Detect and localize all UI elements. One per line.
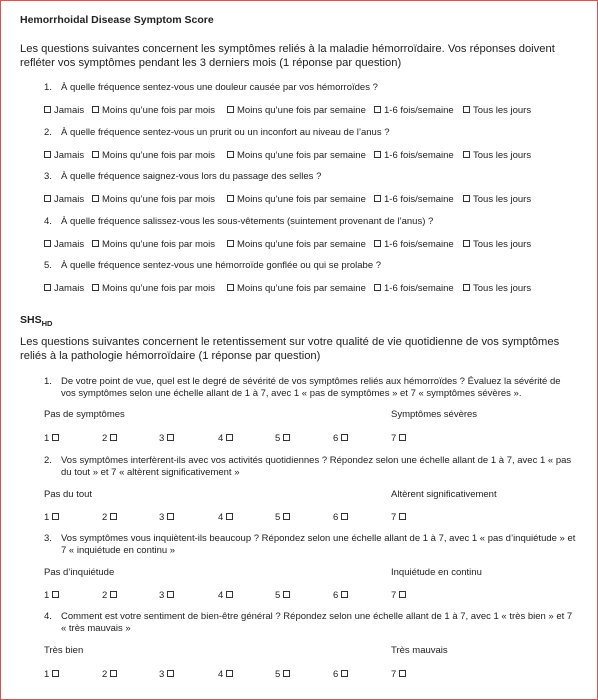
checkbox-icon[interactable]	[226, 434, 233, 441]
checkbox-icon[interactable]	[463, 284, 470, 291]
checkbox-icon[interactable]	[227, 195, 234, 202]
option-label: Tous les jours	[473, 150, 532, 161]
rating-value: 6	[333, 669, 339, 680]
frequency-option[interactable]	[374, 283, 454, 294]
checkbox-icon[interactable]	[92, 240, 99, 247]
checkbox-icon[interactable]	[44, 284, 51, 291]
frequency-question	[44, 171, 321, 182]
rating-value: 7	[391, 433, 397, 444]
checkbox-icon[interactable]	[110, 513, 117, 520]
rating-value: 4	[218, 669, 224, 680]
checkbox-icon[interactable]	[167, 591, 174, 598]
checkbox-icon[interactable]	[399, 513, 406, 520]
checkbox-icon[interactable]	[226, 591, 233, 598]
question-text: À quelle fréquence saignez-vous lors du passage des selles ?	[61, 171, 322, 182]
rating-option[interactable]	[218, 512, 233, 523]
option-label: Moins qu’une fois par semaine	[237, 150, 366, 161]
scale-low-label: Pas du tout	[44, 489, 93, 500]
rating-value: 2	[102, 512, 108, 523]
checkbox-icon[interactable]	[52, 434, 59, 441]
scale-low-label: Pas de symptômes	[44, 409, 125, 420]
rating-option[interactable]	[391, 433, 406, 444]
scale-high-label: Altèrent significativement	[391, 489, 497, 500]
question-number: 1.	[44, 376, 52, 387]
frequency-option[interactable]	[227, 150, 366, 161]
checkbox-icon[interactable]	[399, 670, 406, 677]
rating-value: 3	[159, 669, 165, 680]
frequency-option[interactable]	[227, 194, 366, 205]
rating-value: 4	[218, 512, 224, 523]
frequency-option[interactable]	[463, 283, 531, 294]
question-text: À quelle fréquence sentez-vous une douleur causée par vos hémorroïdes ?	[61, 82, 378, 93]
checkbox-icon[interactable]	[374, 284, 381, 291]
scale-low-label: Pas d’inquiétude	[44, 567, 115, 578]
question-text: À quelle fréquence sentez-vous un prurit ou un inconfort au niveau de l’anus ?	[61, 127, 390, 138]
rating-option[interactable]	[275, 590, 290, 601]
qol-question	[44, 533, 584, 557]
rating-scale-row	[44, 512, 444, 524]
checkbox-icon[interactable]	[52, 591, 59, 598]
checkbox-icon[interactable]	[227, 240, 234, 247]
scale-high-label: Symptômes sévères	[391, 409, 478, 420]
scale-low-label: Très bien	[44, 645, 84, 656]
rating-option[interactable]	[333, 669, 348, 680]
checkbox-icon[interactable]	[399, 434, 406, 441]
frequency-option[interactable]	[463, 239, 531, 250]
option-label: Tous les jours	[473, 105, 532, 116]
checkbox-icon[interactable]	[374, 195, 381, 202]
checkbox-icon[interactable]	[374, 106, 381, 113]
question-number: 5.	[44, 260, 52, 271]
question-number: 2.	[44, 127, 52, 138]
rating-value: 7	[391, 669, 397, 680]
checkbox-icon[interactable]	[44, 195, 51, 202]
rating-value: 1	[44, 512, 50, 523]
frequency-option[interactable]	[92, 239, 215, 250]
rating-option[interactable]	[159, 590, 174, 601]
frequency-option[interactable]	[227, 105, 366, 116]
checkbox-icon[interactable]	[463, 151, 470, 158]
checkbox-icon[interactable]	[341, 670, 348, 677]
checkbox-icon[interactable]	[283, 434, 290, 441]
question-text: À quelle fréquence sentez-vous une hémorroïde gonflée ou qui se prolabe ?	[61, 260, 382, 271]
rating-value: 6	[333, 590, 339, 601]
shs-hd-heading: $SHS_{HD}$	[20, 314, 53, 329]
frequency-options-row	[44, 239, 584, 251]
rating-value: 6	[333, 512, 339, 523]
checkbox-icon[interactable]	[226, 513, 233, 520]
scale-high-label: Inquiétude en continu	[391, 567, 482, 578]
rating-option[interactable]	[44, 512, 59, 523]
frequency-options-row	[44, 150, 584, 162]
question-number: 3.	[44, 533, 52, 544]
checkbox-icon[interactable]	[227, 151, 234, 158]
rating-value: 5	[275, 433, 281, 444]
checkbox-icon[interactable]	[283, 513, 290, 520]
checkbox-icon[interactable]	[463, 106, 470, 113]
frequency-option[interactable]	[463, 105, 531, 116]
checkbox-icon[interactable]	[341, 591, 348, 598]
option-label: Moins qu’une fois par semaine	[237, 239, 366, 250]
checkbox-icon[interactable]	[374, 151, 381, 158]
checkbox-icon[interactable]	[52, 670, 59, 677]
frequency-question	[44, 127, 390, 138]
rating-option[interactable]	[102, 590, 117, 601]
rating-option[interactable]	[44, 433, 59, 444]
frequency-option[interactable]	[227, 239, 366, 250]
rating-value: 6	[333, 433, 339, 444]
checkbox-icon[interactable]	[110, 591, 117, 598]
intro-text-2: Les questions suivantes concernent le retentissement sur votre qualité de vie quotidienne de vos symptômes reliés à la pathologie hémorroïdaire (1 réponse par question)	[20, 336, 560, 362]
option-label: Moins qu’une fois par semaine	[237, 105, 366, 116]
checkbox-icon[interactable]	[167, 513, 174, 520]
option-label: Moins qu’une fois par semaine	[237, 283, 366, 294]
checkbox-icon[interactable]	[167, 434, 174, 441]
question-text: Comment est votre sentiment de bien-être général ? Répondez selon une échelle allant de 1 à 7, avec 1 « très bien » et 7 « très mauvais »	[61, 611, 573, 634]
rating-value: 3	[159, 433, 165, 444]
rating-value: 2	[102, 669, 108, 680]
question-number: 4.	[44, 216, 52, 227]
rating-value: 4	[218, 433, 224, 444]
frequency-option[interactable]	[44, 239, 84, 250]
rating-value: 1	[44, 433, 50, 444]
option-label: Tous les jours	[473, 283, 532, 294]
frequency-option[interactable]	[92, 150, 215, 161]
option-label: Tous les jours	[473, 194, 532, 205]
rating-option[interactable]	[275, 433, 290, 444]
frequency-option[interactable]	[92, 105, 215, 116]
option-label: Jamais	[54, 105, 85, 116]
question-text: Vos symptômes interfèrent-ils avec vos activités quotidiennes ? Répondez selon une échelle allant de 1 à 7, avec 1 « pas du tout » et 7 « altèrent significativement »	[61, 455, 572, 478]
question-text: Vos symptômes vous inquiètent-ils beaucoup ? Répondez selon une échelle allant de 1 à 7, avec 1 « pas d’inquiétude » et 7 « inquiétude en continu »	[61, 533, 576, 556]
option-label: Moins qu’une fois par mois	[102, 105, 215, 116]
frequency-options-row	[44, 105, 584, 117]
frequency-option[interactable]	[44, 194, 84, 205]
checkbox-icon[interactable]	[283, 591, 290, 598]
question-number: 1.	[44, 82, 52, 93]
question-number: 4.	[44, 611, 52, 622]
checkbox-icon[interactable]	[110, 434, 117, 441]
frequency-option[interactable]	[44, 283, 84, 294]
rating-value: 5	[275, 512, 281, 523]
checkbox-icon[interactable]	[341, 434, 348, 441]
option-label: Tous les jours	[473, 239, 532, 250]
rating-option[interactable]	[44, 669, 59, 680]
rating-value: 1	[44, 669, 50, 680]
option-label: 1-6 fois/semaine	[384, 283, 454, 294]
rating-value: 4	[218, 590, 224, 601]
frequency-option[interactable]	[92, 194, 215, 205]
checkbox-icon[interactable]	[463, 240, 470, 247]
frequency-option[interactable]	[44, 105, 84, 116]
checkbox-icon[interactable]	[341, 513, 348, 520]
option-label: Jamais	[54, 150, 85, 161]
checkbox-icon[interactable]	[463, 195, 470, 202]
rating-value: 5	[275, 669, 281, 680]
checkbox-icon[interactable]	[374, 240, 381, 247]
option-label: Moins qu’une fois par mois	[102, 150, 215, 161]
option-label: Jamais	[54, 239, 85, 250]
checkbox-icon[interactable]	[92, 284, 99, 291]
option-label: Moins qu’une fois par mois	[102, 283, 215, 294]
checkbox-icon[interactable]	[92, 151, 99, 158]
checkbox-icon[interactable]	[226, 670, 233, 677]
rating-option[interactable]	[391, 512, 406, 523]
frequency-option[interactable]	[92, 283, 215, 294]
frequency-question	[44, 82, 378, 93]
rating-option[interactable]	[218, 669, 233, 680]
frequency-option[interactable]	[227, 283, 366, 294]
rating-value: 5	[275, 590, 281, 601]
checkbox-icon[interactable]	[227, 106, 234, 113]
option-label: 1-6 fois/semaine	[384, 150, 454, 161]
frequency-option[interactable]	[374, 150, 454, 161]
rating-value: 2	[102, 433, 108, 444]
option-label: 1-6 fois/semaine	[384, 105, 454, 116]
rating-scale-row	[44, 433, 444, 445]
rating-option[interactable]	[159, 433, 174, 444]
checkbox-icon[interactable]	[52, 513, 59, 520]
rating-option[interactable]	[333, 433, 348, 444]
rating-scale-row	[44, 669, 444, 681]
frequency-question	[44, 216, 433, 227]
frequency-option[interactable]	[44, 150, 84, 161]
rating-value: 1	[44, 590, 50, 601]
question-text: De votre point de vue, quel est le degré de sévérité de vos symptômes reliés aux hémorroïdes ? Évaluez la sévérité de vos symptômes selon une échelle allant de 1 à 7, avec 1 « pas de symptômes » et 7 « symptômes sévères ».	[61, 376, 561, 399]
rating-option[interactable]	[218, 433, 233, 444]
checkbox-icon[interactable]	[92, 195, 99, 202]
option-label: Moins qu’une fois par semaine	[237, 194, 366, 205]
checkbox-icon[interactable]	[399, 591, 406, 598]
qol-question	[44, 611, 584, 635]
rating-option[interactable]	[44, 590, 59, 601]
rating-option[interactable]	[102, 512, 117, 523]
rating-option[interactable]	[159, 512, 174, 523]
qol-question	[44, 376, 584, 400]
frequency-options-row	[44, 194, 584, 206]
checkbox-icon[interactable]	[92, 106, 99, 113]
option-label: 1-6 fois/semaine	[384, 239, 454, 250]
rating-value: 3	[159, 512, 165, 523]
rating-option[interactable]	[102, 669, 117, 680]
question-text: À quelle fréquence salissez-vous les sous-vêtements (suintement provenant de l’anus) ?	[61, 216, 434, 227]
rating-value: 7	[391, 512, 397, 523]
option-label: Jamais	[54, 283, 85, 294]
checkbox-icon[interactable]	[167, 670, 174, 677]
frequency-option[interactable]	[374, 194, 454, 205]
frequency-question	[44, 260, 381, 271]
checkbox-icon[interactable]	[44, 151, 51, 158]
frequency-option[interactable]	[374, 239, 454, 250]
checkbox-icon[interactable]	[44, 240, 51, 247]
rating-value: 2	[102, 590, 108, 601]
rating-option[interactable]	[391, 590, 406, 601]
rating-option[interactable]	[218, 590, 233, 601]
rating-option[interactable]	[275, 512, 290, 523]
option-label: 1-6 fois/semaine	[384, 194, 454, 205]
scale-high-label: Très mauvais	[391, 645, 448, 656]
rating-option[interactable]	[333, 590, 348, 601]
page-title: Hemorrhoidal Disease Symptom Score	[20, 14, 214, 26]
rating-value: 3	[159, 590, 165, 601]
frequency-option[interactable]	[463, 150, 531, 161]
rating-option[interactable]	[159, 669, 174, 680]
qol-question	[44, 455, 584, 479]
option-label: Moins qu’une fois par mois	[102, 194, 215, 205]
checkbox-icon[interactable]	[44, 106, 51, 113]
question-number: 3.	[44, 171, 52, 182]
question-number: 2.	[44, 455, 52, 466]
frequency-option[interactable]	[463, 194, 531, 205]
intro-text: Les questions suivantes concernent les symptômes reliés à la maladie hémorroïdaire. Vos réponses doivent refléter vos symptômes pendant les 3 derniers mois (1 réponse par question)	[20, 43, 555, 69]
checkbox-icon[interactable]	[227, 284, 234, 291]
rating-option[interactable]	[102, 433, 117, 444]
rating-value: 7	[391, 590, 397, 601]
option-label: Jamais	[54, 194, 85, 205]
checkbox-icon[interactable]	[283, 670, 290, 677]
frequency-option[interactable]	[374, 105, 454, 116]
rating-option[interactable]	[333, 512, 348, 523]
checkbox-icon[interactable]	[110, 670, 117, 677]
frequency-options-row	[44, 283, 584, 295]
rating-option[interactable]	[275, 669, 290, 680]
rating-option[interactable]	[391, 669, 406, 680]
option-label: Moins qu’une fois par mois	[102, 239, 215, 250]
rating-scale-row	[44, 590, 444, 602]
